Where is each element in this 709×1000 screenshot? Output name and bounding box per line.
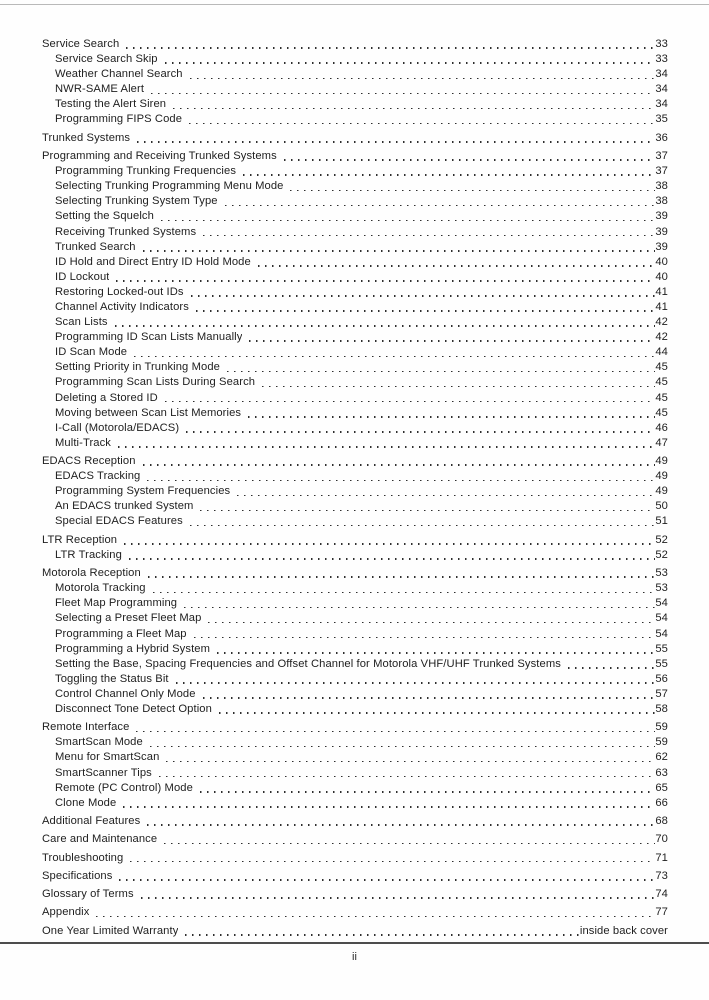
toc-entry (42, 421, 668, 436)
toc-entry-page: 39 (655, 225, 668, 238)
toc-entry-page: 68 (655, 815, 668, 827)
dot-leader (243, 174, 655, 176)
toc-entry (42, 814, 668, 829)
toc-entry-label: ID Hold and Direct Entry ID Hold Mode (55, 255, 251, 268)
toc-entry-page: 46 (655, 421, 668, 434)
toc-entry (42, 533, 668, 548)
toc-entry-label: Selecting Trunking System Type (55, 195, 218, 208)
dot-leader (173, 108, 655, 110)
toc-entry-page: 70 (655, 833, 668, 846)
toc-entry (42, 240, 668, 255)
toc-entry (42, 255, 668, 270)
toc-entry-label: Programming Scan Lists During Search (55, 376, 256, 389)
toc-entry-page: 66 (655, 796, 668, 809)
dot-leader (568, 667, 655, 669)
toc-entry (42, 97, 668, 112)
toc-entry (42, 869, 668, 884)
toc-entry-label: Moving between Scan List Memories (55, 406, 242, 419)
toc-entry-label: Service Search Skip (55, 53, 158, 66)
toc-entry-label: Programming ID Scan Lists Manually (55, 331, 243, 344)
toc-entry-label: Clone Mode (55, 796, 117, 809)
dot-leader (284, 159, 656, 161)
dot-leader (129, 558, 655, 560)
toc-entry-label: Restoring Locked-out IDs (55, 285, 184, 298)
dot-leader (217, 652, 655, 654)
toc-entry-page: 55 (655, 657, 668, 670)
toc-entry-page: 59 (655, 721, 668, 734)
dot-leader (153, 592, 656, 594)
toc-entry-page: 33 (655, 38, 668, 50)
toc-entry-label: Control Channel Only Mode (55, 687, 196, 700)
dot-leader (151, 93, 655, 95)
toc-entry (42, 209, 668, 224)
toc-entry-label: One Year Limited Warranty (42, 924, 179, 937)
dot-leader (258, 265, 656, 267)
toc-entry (42, 37, 668, 52)
toc-entry-label: NWR-SAME Alert (55, 83, 145, 96)
toc-entry-label: Programming a Hybrid System (55, 642, 211, 655)
toc-entry (42, 164, 668, 179)
toc-entry-label: Glossary of Terms (42, 888, 134, 901)
toc-entry-page: 50 (655, 500, 668, 513)
toc-entry (42, 149, 668, 164)
toc-entry-page: 34 (655, 68, 668, 81)
toc-entry-page: 58 (655, 702, 668, 715)
toc-entry-label: LTR Tracking (55, 548, 122, 561)
toc-entry (42, 687, 668, 702)
toc-entry-page: 56 (655, 672, 668, 685)
dot-leader (134, 356, 655, 358)
toc-entry-label: I-Call (Motorola/EDACS) (55, 421, 180, 434)
toc-entry-label: Fleet Map Programming (55, 597, 178, 610)
toc-entry-label: Remote (PC Control) Mode (55, 781, 193, 794)
dot-leader (150, 746, 656, 748)
dot-leader (164, 843, 655, 845)
toc-entry-page: 53 (655, 567, 668, 580)
toc-entry (42, 750, 668, 765)
dot-leader (262, 386, 655, 388)
toc-entry (42, 82, 668, 97)
toc-entry-label: Setting the Base, Spacing Frequencies and Offset Channel for Motorola VHF/UHF Trunked Systems (55, 657, 561, 670)
table-of-contents (42, 37, 668, 939)
toc-entry-page: 41 (655, 285, 668, 298)
toc-entry-page: 40 (655, 270, 668, 283)
dot-leader (176, 682, 656, 684)
dot-leader (123, 806, 655, 808)
toc-entry-label: Trunked Search (55, 240, 136, 253)
page-number-footer: ii (352, 951, 357, 963)
toc-entry-page: 55 (655, 642, 668, 655)
toc-entry (42, 391, 668, 406)
toc-entry-label: Scan Lists (55, 316, 108, 329)
toc-entry (42, 179, 668, 194)
toc-entry-label: Toggling the Status Bit (55, 672, 169, 685)
toc-entry-page: 51 (655, 515, 668, 528)
toc-entry (42, 581, 668, 596)
dot-leader (249, 340, 655, 342)
toc-entry (42, 436, 668, 451)
toc-entry-page: 34 (655, 83, 668, 96)
dot-leader (208, 622, 655, 624)
dot-leader (203, 697, 656, 699)
toc-entry (42, 627, 668, 642)
toc-entry (42, 672, 668, 687)
toc-entry (42, 375, 668, 390)
toc-entry-label: Programming and Receiving Trunked Systems (42, 150, 277, 163)
dot-leader (227, 371, 655, 373)
dot-leader (159, 776, 656, 778)
toc-entry-page: 62 (655, 751, 668, 764)
toc-entry-label: Special EDACS Features (55, 515, 183, 528)
toc-entry (42, 905, 668, 920)
toc-entry-page: 44 (655, 346, 668, 359)
toc-entry-label: ID Lockout (55, 270, 110, 283)
toc-entry-label: Testing the Alert Siren (55, 98, 167, 111)
toc-entry-label: Motorola Tracking (55, 582, 146, 595)
toc-entry-page: 34 (655, 98, 668, 111)
dot-leader (186, 431, 655, 433)
toc-entry-page: 35 (655, 113, 668, 126)
toc-entry (42, 642, 668, 657)
toc-entry (42, 469, 668, 484)
toc-entry (42, 345, 668, 360)
toc-entry-label: Service Search (42, 38, 120, 50)
toc-entry-page: 45 (655, 376, 668, 389)
toc-entry (42, 796, 668, 811)
toc-entry-label: Disconnect Tone Detect Option (55, 702, 212, 715)
toc-entry-label: SmartScan Mode (55, 736, 143, 749)
dot-leader (185, 934, 579, 936)
toc-entry (42, 52, 668, 67)
toc-entry-page: 54 (655, 597, 668, 610)
toc-entry (42, 702, 668, 717)
toc-entry-label: Appendix (42, 906, 90, 919)
dot-leader (248, 416, 655, 418)
toc-entry (42, 832, 668, 847)
dot-leader (203, 235, 655, 237)
toc-entry-label: Programming Trunking Frequencies (55, 165, 237, 178)
toc-entry-label: An EDACS trunked System (55, 500, 194, 513)
toc-entry-label: Selecting Trunking Programming Menu Mode (55, 180, 284, 193)
toc-entry (42, 330, 668, 345)
toc-entry-page: 49 (655, 455, 668, 468)
toc-entry-label: Specifications (42, 869, 113, 882)
toc-entry-page: 40 (655, 255, 668, 268)
dot-leader (200, 510, 655, 512)
dot-leader (165, 401, 656, 403)
toc-entry-label: Trunked Systems (42, 131, 131, 144)
toc-entry (42, 131, 668, 146)
dot-leader (196, 310, 655, 312)
toc-entry-page: 37 (655, 165, 668, 178)
dot-leader (165, 62, 656, 64)
dot-leader (200, 791, 655, 793)
dot-leader (237, 495, 655, 497)
toc-entry-page: 49 (655, 485, 668, 498)
toc-entry (42, 499, 668, 514)
toc-entry (42, 360, 668, 375)
toc-entry-page: 39 (655, 210, 668, 223)
toc-entry-label: Channel Activity Indicators (55, 300, 189, 313)
toc-entry (42, 735, 668, 750)
toc-entry-page: 42 (655, 316, 668, 329)
toc-entry-page: 36 (655, 131, 668, 144)
dot-leader (189, 123, 655, 125)
toc-entry-label: Care and Maintenance (42, 833, 158, 846)
toc-entry-page: 77 (655, 906, 668, 919)
toc-entry-label: Motorola Reception (42, 567, 141, 580)
dot-leader (225, 205, 656, 207)
dot-leader (137, 141, 655, 143)
toc-entry-page: inside back cover (579, 924, 668, 937)
dot-leader (190, 78, 656, 80)
toc-entry (42, 484, 668, 499)
toc-entry (42, 270, 668, 285)
dot-leader (115, 325, 656, 327)
dot-leader (143, 250, 656, 252)
toc-entry-page: 52 (655, 548, 668, 561)
toc-entry (42, 514, 668, 529)
toc-entry (42, 657, 668, 672)
dot-leader (190, 525, 656, 527)
dot-leader (184, 607, 655, 609)
dot-leader (219, 712, 655, 714)
toc-entry-page: 33 (655, 53, 668, 66)
toc-entry (42, 851, 668, 866)
dot-leader (143, 464, 656, 466)
dot-leader (147, 480, 655, 482)
dot-leader (126, 47, 655, 49)
toc-entry-page: 59 (655, 736, 668, 749)
toc-entry-page: 45 (655, 406, 668, 419)
toc-entry (42, 611, 668, 626)
toc-entry-page: 53 (655, 582, 668, 595)
toc-entry-page: 65 (655, 781, 668, 794)
toc-entry (42, 454, 668, 469)
toc-entry (42, 887, 668, 902)
toc-entry (42, 112, 668, 127)
dot-leader (130, 861, 655, 863)
toc-entry-label: Programming FIPS Code (55, 113, 183, 126)
toc-entry-page: 41 (655, 300, 668, 313)
toc-entry-label: Multi-Track (55, 436, 111, 449)
toc-entry-label: EDACS Tracking (55, 470, 141, 483)
toc-entry-page: 73 (655, 869, 668, 882)
dot-leader (148, 576, 656, 578)
toc-entry-page: 49 (655, 470, 668, 483)
toc-entry (42, 285, 668, 300)
toc-entry-label: Selecting a Preset Fleet Map (55, 612, 202, 625)
toc-entry-label: Weather Channel Search (55, 68, 183, 81)
toc-entry (42, 315, 668, 330)
toc-entry-page: 47 (655, 436, 668, 449)
dot-leader (290, 190, 655, 192)
toc-entry (42, 300, 668, 315)
toc-entry-page: 45 (655, 361, 668, 374)
toc-entry-page: 52 (655, 533, 668, 546)
page-top-rule (0, 4, 709, 5)
toc-entry-label: Deleting a Stored ID (55, 391, 158, 404)
toc-entry (42, 566, 668, 581)
toc-entry (42, 596, 668, 611)
toc-entry (42, 67, 668, 82)
toc-entry-page: 63 (655, 766, 668, 779)
toc-entry-page: 71 (655, 851, 668, 864)
dot-leader (119, 879, 655, 881)
dot-leader (124, 543, 655, 545)
toc-entry-label: EDACS Reception (42, 455, 136, 468)
toc-entry-page: 37 (655, 150, 668, 163)
toc-entry-page: 38 (655, 180, 668, 193)
toc-entry (42, 720, 668, 735)
toc-entry (42, 225, 668, 240)
page-bottom-rule (0, 942, 709, 944)
dot-leader (118, 446, 655, 448)
toc-entry-label: Receiving Trunked Systems (55, 225, 197, 238)
dot-leader (161, 220, 655, 222)
toc-entry-label: Troubleshooting (42, 851, 124, 864)
toc-entry-page: 54 (655, 612, 668, 625)
toc-entry-label: Menu for SmartScan (55, 751, 160, 764)
dot-leader (136, 731, 655, 733)
toc-entry-page: 57 (655, 687, 668, 700)
toc-entry-label: Additional Features (42, 815, 141, 827)
toc-entry-label: ID Scan Mode (55, 346, 128, 359)
toc-entry-page: 45 (655, 391, 668, 404)
toc-entry-label: Remote Interface (42, 721, 130, 734)
toc-entry-label: Programming a Fleet Map (55, 627, 187, 640)
toc-entry-page: 74 (655, 888, 668, 901)
toc-entry (42, 781, 668, 796)
dot-leader (166, 761, 655, 763)
toc-entry (42, 194, 668, 209)
toc-entry-label: Programming System Frequencies (55, 485, 231, 498)
toc-entry-label: SmartScanner Tips (55, 766, 152, 779)
dot-leader (116, 280, 655, 282)
dot-leader (194, 637, 656, 639)
toc-entry-label: Setting the Squelch (55, 210, 154, 223)
dot-leader (147, 824, 655, 826)
dot-leader (96, 916, 655, 918)
toc-entry (42, 548, 668, 563)
dot-leader (141, 897, 656, 899)
toc-entry (42, 406, 668, 421)
dot-leader (191, 295, 656, 297)
toc-entry-page: 39 (655, 240, 668, 253)
toc-entry (42, 924, 668, 939)
toc-entry-page: 54 (655, 627, 668, 640)
toc-entry (42, 766, 668, 781)
toc-entry-page: 38 (655, 195, 668, 208)
toc-entry-label: Setting Priority in Trunking Mode (55, 361, 220, 374)
toc-entry-label: LTR Reception (42, 533, 118, 546)
toc-entry-page: 42 (655, 331, 668, 344)
